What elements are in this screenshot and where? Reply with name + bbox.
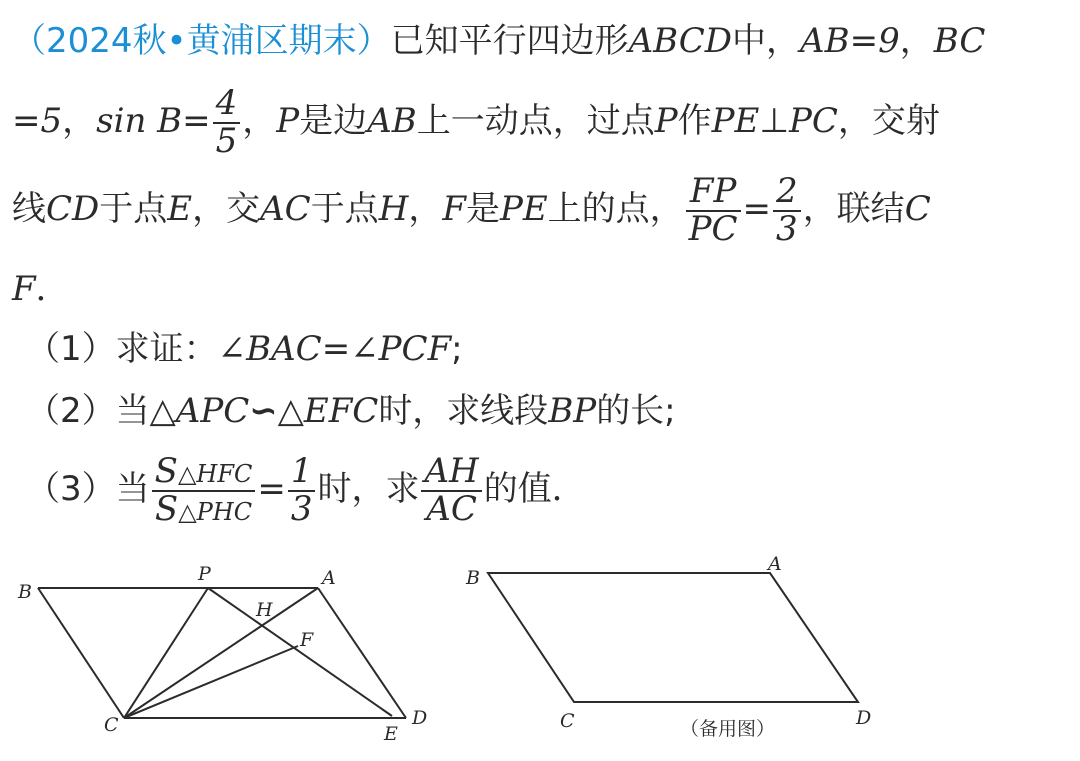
segment-ad [318,588,406,718]
label-h: H [256,599,273,621]
fraction-denominator [152,488,256,529]
text: 于点 [99,189,168,230]
fraction-area-ratio [152,451,256,529]
math-e: E [167,189,193,230]
fraction-two-thirds [773,171,801,249]
text: 是 [465,189,500,230]
fraction-sinb [213,83,241,161]
label-p: P [198,563,211,585]
text: = [321,329,351,369]
fraction-fp-pc [686,171,741,249]
text: ． [35,269,70,309]
subscript: △PHC [178,497,253,526]
math-p: P [276,101,300,142]
number: 9 [878,21,900,61]
text: 时，求 [317,469,420,510]
text: 已知平行四边形 [390,21,629,61]
label-b: B [18,581,32,603]
label-a: A [322,567,336,589]
text: 当 [115,391,150,431]
label-b: B [466,567,480,589]
question-label: （1） [26,329,116,369]
question-label: （2） [26,391,116,431]
text: 中， [732,21,801,61]
text: 线 [12,189,46,230]
math-f: F [12,269,36,309]
fraction-numerator: AH [421,454,481,492]
text: 的长; [596,391,676,431]
parallelogram-abcd [488,573,858,702]
math-angle-pcf: ∠PCF [350,329,452,369]
fraction-numerator: 2 [773,174,801,212]
problem-line-3 [12,171,931,249]
question-1 [26,329,463,369]
text: ，交射 [837,101,940,142]
math-ac: AC [260,189,311,230]
text: = [257,469,286,510]
text: = [849,21,879,61]
number: 5 [40,101,63,142]
question-3 [26,451,586,529]
math-triangle-efc: △EFC [277,391,379,431]
label-e: E [384,723,398,745]
math-pc: PC [788,101,838,142]
text: 时，求线段 [378,391,549,431]
text: = [182,101,211,142]
fraction-denominator: 3 [776,208,798,249]
fraction-ah-ac [421,451,481,529]
text: ， [899,21,934,61]
math-ab: AB [367,101,417,142]
text: ，联结 [802,189,905,230]
perpendicular-symbol: ⊥ [759,101,789,142]
figures [0,555,1080,761]
problem-source: （2024秋•黄浦区期末） [12,21,391,61]
fraction-numerator [152,451,256,492]
math-parallelogram: ABCD [628,21,733,61]
math-cd: CD [46,189,100,230]
math-f: F [442,189,466,230]
figure-caption: （备用图） [680,718,776,740]
figure-2-labels [465,555,871,740]
text: 上的点， [547,189,684,230]
text: ， [242,101,277,142]
text: ， [408,189,443,230]
segment-ca [124,588,318,718]
label-c: C [560,710,575,732]
label-d: D [412,707,428,729]
math-angle-bac: ∠BAC [217,329,322,369]
fraction-numerator: FP [686,174,741,212]
text: 是边 [299,101,368,142]
text: 求证： [115,329,218,369]
subscript: △HFC [177,460,253,488]
label-f: F [300,629,314,651]
label-a: A [768,555,782,575]
area-symbol: S [154,488,179,529]
segment-pe [208,588,392,716]
similar-symbol: ∽ [249,391,278,431]
area-symbol: S [154,451,178,491]
fraction-numerator: 1 [288,454,316,492]
math-pe: PE [499,189,548,230]
fraction-one-third [288,451,316,529]
math-c: C [904,189,931,230]
text: 当 [115,469,150,510]
figure-1 [38,588,406,718]
segment-cp [124,588,208,718]
fraction-numerator: 4 [213,86,241,124]
text: ; [451,329,463,369]
math-ab: AB [800,21,850,61]
label-d: D [856,707,872,729]
problem-line-2 [12,83,940,161]
math-p: P [654,101,678,142]
question-2 [26,391,676,431]
label-c: C [104,714,119,736]
math-sin-b: sin B [96,101,183,142]
math-pe: PE [711,101,760,142]
math-h: H [378,189,409,230]
text: 的值． [483,469,586,510]
math-bc: BC [933,21,986,61]
fraction-denominator: 3 [290,488,313,529]
text: 作 [677,101,712,142]
text: = [742,189,772,230]
figure-2 [488,573,858,702]
math-bp: BP [548,391,597,431]
fraction-denominator: AC [426,488,477,529]
math-triangle-apc: △APC [149,391,250,431]
fraction-denominator: 5 [215,120,238,161]
problem-line-4 [12,269,70,309]
question-label: （3） [26,469,116,510]
fraction-denominator: PC [688,208,738,249]
text: 上一动点，过点 [416,101,655,142]
problem-line-1 [12,21,986,61]
text: 于点 [310,189,379,230]
text: = [12,101,41,142]
segment-bc [38,588,124,718]
segment-cf [124,646,298,718]
text: ， [62,101,97,142]
text: ，交 [192,189,261,230]
